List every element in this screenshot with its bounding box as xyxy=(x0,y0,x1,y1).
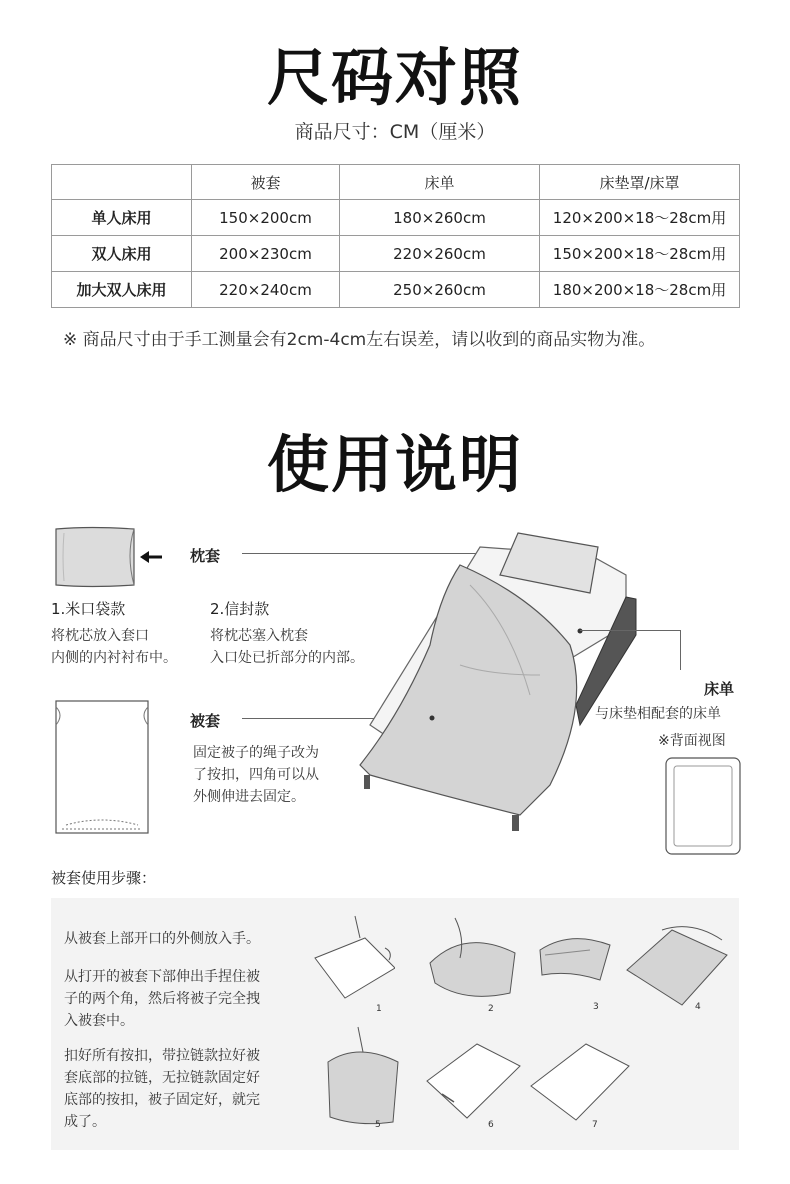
usage-title: 使用说明 xyxy=(266,428,523,501)
step-number: 3 xyxy=(593,1002,599,1012)
step-1-illustration xyxy=(305,908,395,1018)
table-row-label: 单人床用 xyxy=(52,200,192,236)
bed-sheet-back-note: ※背面视图 xyxy=(658,733,726,749)
table-cell: 180×260cm xyxy=(340,200,540,236)
table-header-cell: 床单 xyxy=(340,165,540,200)
fitted-sheet-back-icon xyxy=(662,754,744,860)
table-header-row xyxy=(52,165,740,200)
step-3-illustration xyxy=(530,910,620,1010)
duvet-cover-desc: 固定被子的绳子改为 了按扣，四角可以从 外侧伸进去固定。 xyxy=(193,745,319,805)
bed-sheet-label: 床单 xyxy=(704,680,735,698)
table-cell: 250×260cm xyxy=(340,272,540,308)
table-cell: 150×200×18～28cm用 xyxy=(540,236,740,272)
step-text-1: 从被套上部开口的外侧放入手。 xyxy=(64,931,260,947)
table-cell: 220×240cm xyxy=(192,272,340,308)
table-cell: 220×260cm xyxy=(340,236,540,272)
duvet-cover-icon xyxy=(52,697,152,839)
table-cell: 180×200×18～28cm用 xyxy=(540,272,740,308)
size-table xyxy=(51,164,740,308)
step-number: 6 xyxy=(488,1120,494,1130)
step-7-illustration xyxy=(526,1036,632,1126)
step-text-2: 从打开的被套下部伸出手捏住被 子的两个角，然后将被子完全拽 入被套中。 xyxy=(64,969,260,1029)
bed-illustration xyxy=(340,525,640,835)
step-2-illustration xyxy=(425,908,525,1018)
table-row-label: 双人床用 xyxy=(52,236,192,272)
step-number: 1 xyxy=(376,1004,382,1014)
duvet-steps-title: 被套使用步骤： xyxy=(51,869,157,887)
step-number: 7 xyxy=(592,1120,598,1130)
pillowcase-label: 枕套 xyxy=(190,547,221,565)
size-tolerance-note: ※ 商品尺寸由于手工测量会有2cm-4cm左右误差，请以收到的商品实物为准。 xyxy=(63,330,656,350)
table-row xyxy=(52,236,740,272)
step-number: 2 xyxy=(488,1004,494,1014)
table-cell: 120×200×18～28cm用 xyxy=(540,200,740,236)
table-row-label: 加大双人床用 xyxy=(52,272,192,308)
table-header-cell xyxy=(52,165,192,200)
size-chart-title: 尺码对照 xyxy=(266,41,523,114)
pillow-type1-title: 1.米口袋款 xyxy=(51,600,126,618)
sheet-leader-line xyxy=(580,630,680,631)
table-row xyxy=(52,272,740,308)
table-cell: 150×200cm xyxy=(192,200,340,236)
table-header-cell: 被套 xyxy=(192,165,340,200)
table-cell: 200×230cm xyxy=(192,236,340,272)
pillowcase-icon xyxy=(50,525,170,591)
step-5-illustration xyxy=(318,1022,408,1132)
pillow-type2-title: 2.信封款 xyxy=(210,600,270,618)
bed-sheet-desc: 与床垫相配套的床单 xyxy=(595,706,721,722)
step-number: 4 xyxy=(695,1002,701,1012)
pillow-type1-desc: 将枕芯放入套口 内侧的内衬衬布中。 xyxy=(51,628,177,666)
step-text-3: 扣好所有按扣，带拉链款拉好被 套底部的拉链，无拉链款固定好 底部的按扣，被子固定好，就完 成了。 xyxy=(64,1048,260,1130)
table-header-cell: 床垫罩/床罩 xyxy=(540,165,740,200)
table-row xyxy=(52,200,740,236)
size-unit-subtitle: 商品尺寸：CM（厘米） xyxy=(294,121,496,143)
step-4-illustration xyxy=(622,910,732,1010)
pillow-type2-desc: 将枕芯塞入枕套 入口处已折部分的内部。 xyxy=(210,628,364,666)
sheet-leader-line-vertical xyxy=(680,630,681,670)
step-number: 5 xyxy=(375,1120,381,1130)
duvet-cover-label: 被套 xyxy=(190,712,221,730)
step-6-illustration xyxy=(422,1036,522,1126)
